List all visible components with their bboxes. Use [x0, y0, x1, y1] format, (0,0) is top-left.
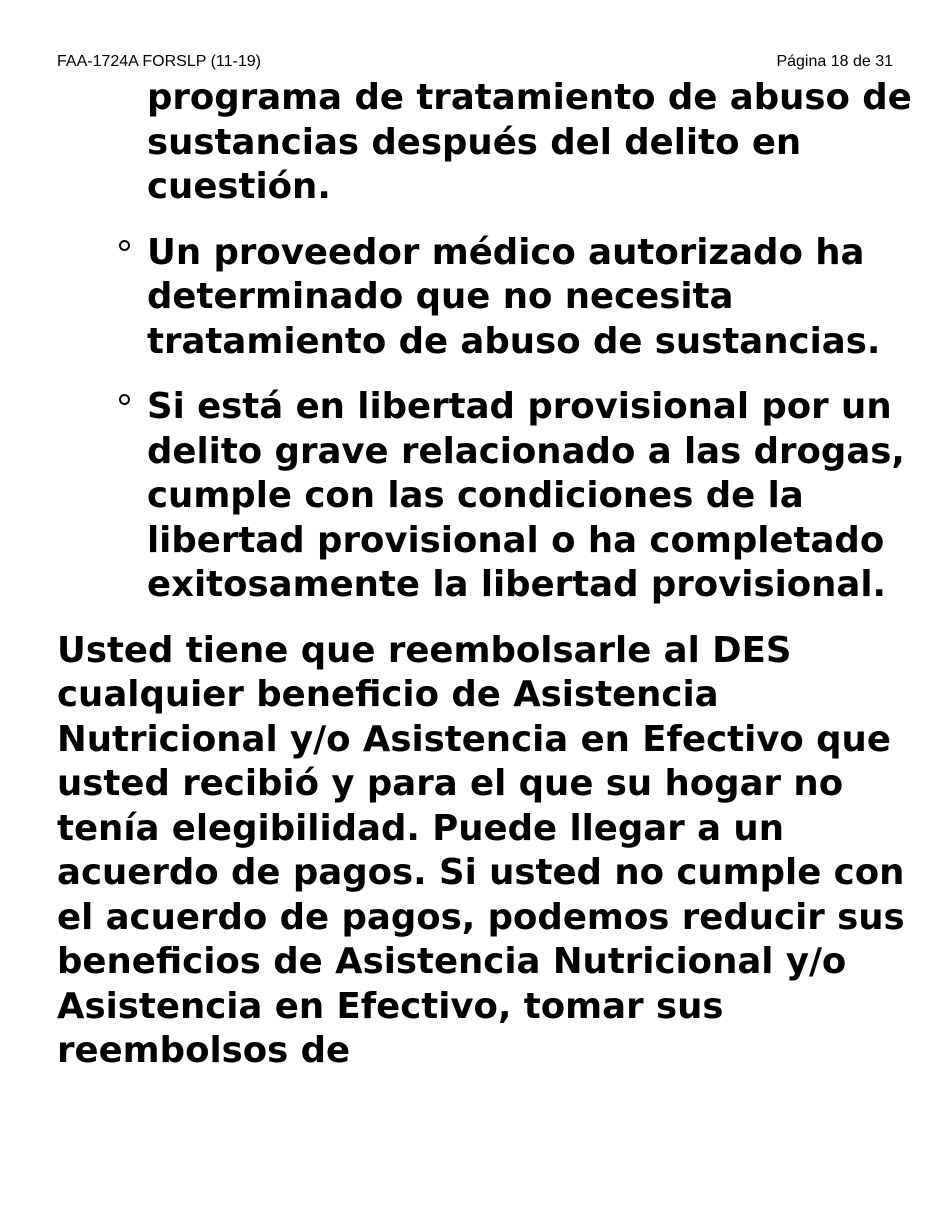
hollow-bullet-icon	[119, 394, 130, 405]
list-item-text: Un proveedor médico autorizado ha determinado que no necesita tratamiento de abuso de sustancias.	[147, 231, 881, 362]
continued-text: programa de tratamiento de abuso de sustancias después del delito en cuestión.	[147, 77, 912, 207]
list-item	[147, 385, 917, 608]
form-id: FAA-1724A FORSLP (11-19)	[57, 53, 261, 70]
page-header	[57, 52, 893, 72]
list-item-text: Si está en libertad provisional por un delito grave relacionado a las drogas, cumple con las condiciones de la libertad provisional o ha completado exitosamente la libertad provisional.	[147, 386, 905, 605]
document-body	[57, 76, 917, 1074]
list-item	[147, 231, 917, 365]
body-paragraph: Usted tiene que reembolsarle al DES cualquier beneficio de Asistencia Nutricional y/o Asistencia en Efectivo que usted recibió y para el que su hogar no tenía elegibilidad. Puede llegar a un acuerdo de pagos. Si usted no cumple con el acuerdo de pagos, podemos reducir sus beneficios de Asistencia Nutricional y/o Asistencia en Efectivo, tomar sus reembolsos de	[57, 629, 905, 1071]
hollow-bullet-icon	[119, 240, 130, 251]
page-number: Página 18 de 31	[776, 53, 893, 70]
